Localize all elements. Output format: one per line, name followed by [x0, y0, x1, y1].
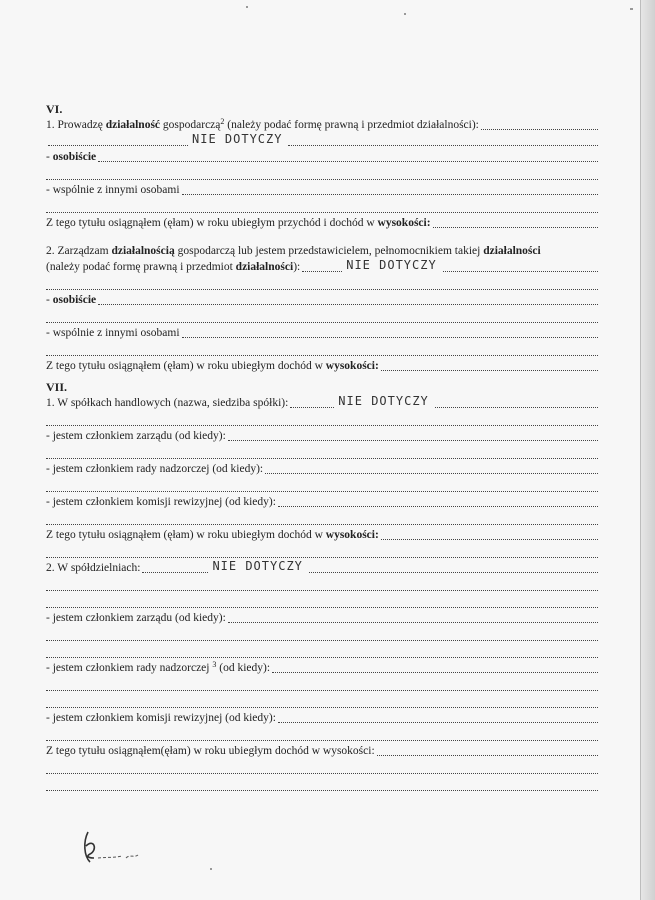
vi-item2-line2-prefix: (należy podać formę prawną i przedmiot	[46, 261, 236, 273]
fill-line[interactable]	[46, 676, 598, 691]
income-bold: wysokości:	[377, 217, 431, 229]
supervisory-rest: (od kiedy):	[216, 662, 271, 674]
fill-line[interactable]	[46, 726, 598, 741]
vi-item2-jointly-line: - wspólnie z innymi osobami	[46, 325, 598, 341]
vi-item1-bold: działalność	[105, 119, 161, 131]
vi-item1-line	[46, 117, 598, 133]
vi-item1-after-bold: gospodarczą	[160, 119, 221, 131]
board-label: - jestem członkiem zarządu (od kiedy):	[46, 612, 226, 624]
jointly-label: wspólnie z innymi osobami	[52, 184, 180, 196]
audit-label: - jestem członkiem komisji rewizyjnej (od kiedy):	[46, 712, 276, 724]
vi-item2-line2	[46, 259, 598, 275]
fill-line[interactable]	[309, 571, 598, 573]
fill-line[interactable]	[435, 406, 598, 408]
handwritten-answer: NIE DOTYCZY	[192, 133, 283, 146]
fill-line[interactable]	[46, 776, 598, 791]
fill-line[interactable]	[46, 477, 598, 492]
vi-item2-income-line	[46, 358, 598, 374]
income-label: Z tego tytułu osiągnąłem (ęłam) w roku ubiegłym dochód w	[46, 529, 326, 541]
scan-speck	[210, 868, 212, 870]
vii-item2-income-line	[46, 743, 598, 759]
fill-line[interactable]	[46, 411, 598, 426]
handwritten-answer: NIE DOTYCZY	[346, 259, 437, 272]
vi-item2-line1	[46, 243, 598, 259]
vi-item2-personally-line: - osobiście	[46, 292, 598, 308]
fill-line[interactable]	[46, 165, 598, 180]
vii-item1-line	[46, 395, 598, 411]
audit-label: - jestem członkiem komisji rewizyjnej (od kiedy):	[46, 496, 276, 508]
fill-line[interactable]	[46, 275, 598, 290]
vi-item1-prefix: 1. Prowadzę	[46, 119, 106, 131]
fill-line[interactable]	[228, 439, 598, 441]
fill-line[interactable]	[46, 593, 598, 608]
fill-line[interactable]	[46, 510, 598, 525]
vii-item2-label: 2. W spółdzielniach:	[46, 562, 141, 574]
fill-line[interactable]	[98, 303, 598, 305]
fill-line[interactable]	[46, 444, 598, 459]
supervisory-label: - jestem członkiem rady nadzorczej	[46, 662, 210, 674]
section-vii-heading: VII.	[46, 380, 68, 394]
fill-line[interactable]	[46, 643, 598, 658]
vii-item2-audit-line	[46, 710, 598, 726]
fill-line[interactable]	[46, 543, 598, 558]
board-label: - jestem członkiem zarządu (od kiedy):	[46, 430, 226, 442]
vi-item1-rest: (należy podać formę prawną i przedmiot działalności):	[224, 119, 479, 131]
fill-line[interactable]	[381, 538, 598, 540]
income-label: Z tego tytułu osiągnąłem (ęłam) w roku ubiegłym dochód w	[46, 360, 326, 372]
supervisory-label: - jestem członkiem rady nadzorczej (od kiedy):	[46, 463, 264, 475]
fill-line[interactable]	[377, 754, 598, 756]
vii-item1-audit-line	[46, 494, 598, 510]
vii-item1-supervisory-line	[46, 461, 598, 477]
personally-label: osobiście	[52, 294, 97, 306]
vi-item2-prefix: 2. Zarządzam	[46, 245, 112, 257]
fill-line[interactable]	[98, 160, 598, 162]
scan-speck	[630, 8, 633, 10]
fill-line[interactable]	[433, 226, 598, 228]
fill-line[interactable]	[288, 144, 598, 146]
income-label: Z tego tytułu osiągnąłem (ęłam) w roku ubiegłym przychód i dochód w	[46, 217, 378, 229]
footnote-marker: 3	[212, 660, 217, 669]
signature-mark	[80, 828, 160, 868]
scan-speck	[246, 6, 248, 8]
fill-line[interactable]	[278, 721, 598, 723]
vi-item2-rest: gospodarczą lub jestem przedstawicielem, pełnomocnikiem takiej	[174, 245, 484, 257]
fill-line[interactable]	[228, 621, 598, 623]
fill-line[interactable]	[443, 270, 598, 272]
vii-item1-label: 1. W spółkach handlowych (nazwa, siedziba spółki):	[46, 397, 289, 409]
fill-line[interactable]	[278, 505, 598, 507]
vi-item2-bold2: działalności	[483, 245, 541, 257]
vi-item1-personally-line: - osobiście	[46, 149, 598, 165]
fill-line[interactable]	[46, 308, 598, 323]
vi-item2-line2-rest: ):	[293, 261, 301, 273]
fill-line[interactable]	[46, 576, 598, 591]
personally-label: osobiście	[52, 151, 97, 163]
vi-item1-footnote: 2	[220, 117, 225, 126]
fill-line[interactable]	[182, 336, 598, 338]
section-vi-heading: VI.	[46, 102, 63, 116]
fill-line[interactable]	[46, 759, 598, 774]
vi-item1-income-line	[46, 215, 598, 231]
vii-item2-supervisory-line	[46, 660, 598, 676]
vii-item2-line	[46, 560, 598, 576]
vi-item1-jointly-line: - wspólnie z innymi osobami	[46, 182, 598, 198]
vi-item2-line2-bold: działalności	[235, 261, 294, 273]
income-bold: wysokości:	[325, 529, 379, 541]
fill-line[interactable]	[272, 671, 598, 673]
vii-item1-board-line	[46, 428, 598, 444]
fill-line[interactable]	[381, 369, 598, 371]
handwritten-answer: NIE DOTYCZY	[212, 560, 303, 573]
scan-speck	[404, 13, 406, 15]
jointly-label: wspólnie z innymi osobami	[52, 327, 180, 339]
income-bold: wysokości:	[325, 360, 379, 372]
fill-line[interactable]	[46, 626, 598, 641]
form-content	[46, 102, 598, 793]
vi-item2-bold: działalnością	[111, 245, 175, 257]
fill-line[interactable]	[46, 693, 598, 708]
fill-line[interactable]	[481, 128, 598, 130]
fill-line[interactable]	[46, 198, 598, 213]
fill-line[interactable]	[265, 472, 598, 474]
page-edge	[640, 0, 655, 900]
income-label: Z tego tytułu osiągnąłem(ęłam) w roku ubiegłym dochód w wysokości:	[46, 745, 375, 757]
fill-line[interactable]	[46, 341, 598, 356]
vii-item1-income-line	[46, 527, 598, 543]
handwritten-answer: NIE DOTYCZY	[338, 395, 429, 408]
vi-item1-answer-line	[46, 133, 598, 149]
vii-item2-board-line	[46, 610, 598, 626]
fill-line[interactable]	[182, 193, 598, 195]
